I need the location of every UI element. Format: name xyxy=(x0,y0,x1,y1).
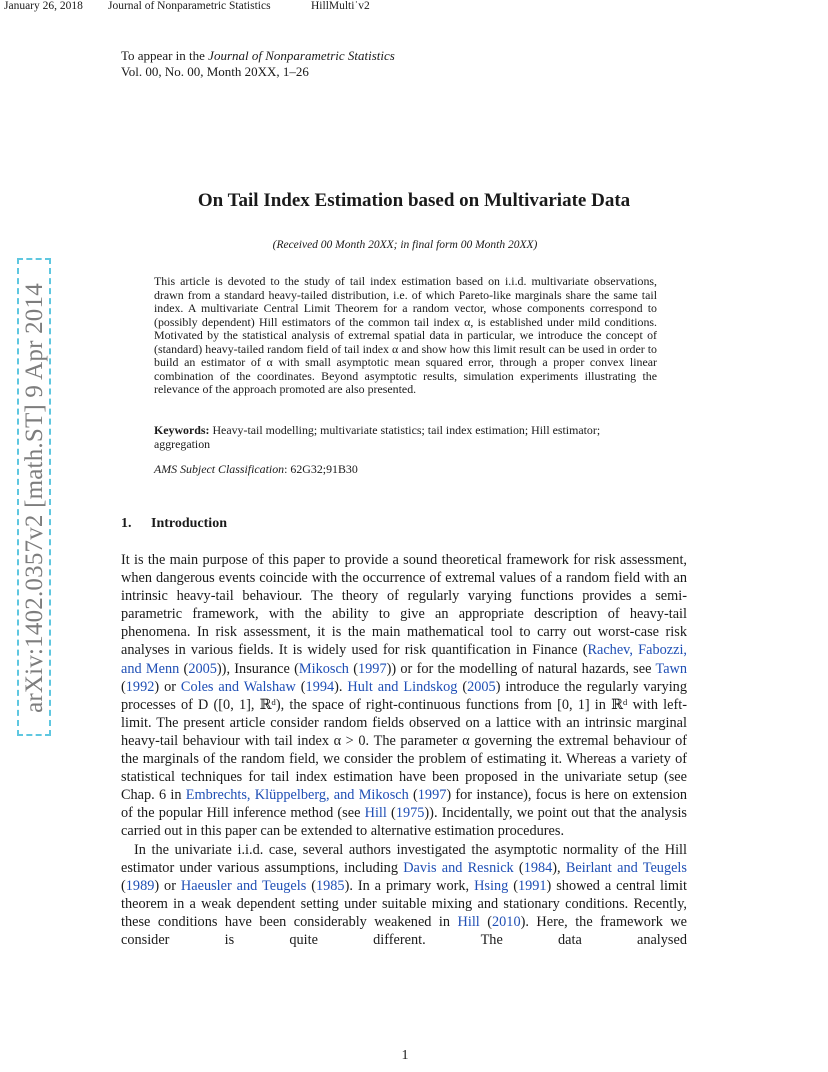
running-header-date: January 26, 2018 xyxy=(4,0,83,12)
keywords-text: Heavy-tail modelling; multivariate statistics; tail index estimation; Hill estimator; aggregation xyxy=(154,423,601,451)
body-text-run: ( xyxy=(479,913,492,930)
section-number: 1. xyxy=(121,516,132,531)
citation-link[interactable]: Haeusler and Teugels xyxy=(180,877,307,894)
body-text-run: ) for instance), focus is here on extension of the popular Hill inference method (see xyxy=(121,787,687,822)
appear-notice xyxy=(121,48,395,80)
received-line: (Received 00 Month 20XX; in final form 00 Month 20XX) xyxy=(272,239,538,251)
citation-link[interactable]: 1992 xyxy=(125,678,155,695)
body-text-run: It is the main purpose of this paper to provide a sound theoretical framework for risk assessment, when dangerous events coincide with the occurrence of extremal values of a random field with an intrinsic heavy-tail behaviour. The theory of regularly varying functions provides a semi-parametric framework, with the ability to give an appropriate description of heavy-tail phenomena. In risk assessment, it is the main mathematical tool to carry out worst-case risk analyses in various fields. It is widely used for risk quantification in Finance ( xyxy=(121,552,687,659)
body-text-run: ( xyxy=(508,877,518,894)
citation-link[interactable]: 1994 xyxy=(305,678,335,695)
body-text-run: ( xyxy=(306,877,316,894)
body-text-run: ( xyxy=(386,805,396,822)
section-heading xyxy=(121,516,227,532)
citation-link[interactable]: Embrechts, Klüppelberg, and Mikosch xyxy=(185,787,409,804)
body-text-run: ) or xyxy=(154,877,181,894)
appear-prefix: To appear in the xyxy=(121,48,209,63)
section-title: Introduction xyxy=(151,516,227,531)
citation-link[interactable]: Beirlant and Teugels xyxy=(565,859,687,876)
body-text-run: ( xyxy=(121,877,126,894)
citation-link[interactable]: 1975 xyxy=(395,805,425,822)
body-text-run: ), xyxy=(552,859,566,876)
citation-link[interactable]: 1997 xyxy=(358,660,387,677)
arxiv-stamp[interactable] xyxy=(15,258,55,738)
body-text-run: ( xyxy=(457,678,468,695)
arxiv-stamp-text: arXiv:1402.0357v2 [math.ST] 9 Apr 2014 xyxy=(21,283,48,713)
running-header-journal: Journal of Nonparametric Statistics xyxy=(108,0,271,12)
body-text-run: ) or xyxy=(154,678,181,695)
citation-link[interactable]: Hsing xyxy=(474,877,509,894)
page-number: 1 xyxy=(401,1048,409,1063)
abstract: This article is devoted to the study of tail index estimation based on i.i.d. multivariate observations, drawn from a standard heavy-tailed distribution, i.e. of which Pareto-like marginals share the same tail index. A multivariate Central Limit Theorem for a random vector, whose components correspond to (possibly dependent) Hill estimators of the common tail index α, is established under mild conditions. Motivated by the statistical analysis of extremal spatial data in particular, we introduce the concept of (standard) heavy-tailed random field of tail index α and show how this limit result can be used in order to build an estimator of α with small asymptotic mean squared error, through a proper convex linear combination of the coordinates. Beyond asymptotic results, simulation experiments illustrating the relevance of the approach promoted are also presented. xyxy=(154,274,657,396)
body-text xyxy=(121,551,687,949)
citation-link[interactable]: 1991 xyxy=(517,877,547,894)
body-text-run: ). xyxy=(334,678,348,695)
citation-link[interactable]: 1997 xyxy=(417,787,447,804)
body-text-run: )) or for the modelling of natural hazards, see xyxy=(386,660,656,677)
body-text-run: ( xyxy=(121,678,126,695)
citation-link[interactable]: Mikosch xyxy=(298,660,349,677)
running-header-file: HillMulti˙v2 xyxy=(311,0,370,12)
volume-line: Vol. 00, No. 00, Month 20XX, 1–26 xyxy=(121,64,309,79)
body-text-run: ( xyxy=(513,859,524,876)
citation-link[interactable]: Rachev, Fabozzi, and Menn xyxy=(121,642,687,677)
ams-text: : 62G32;91B30 xyxy=(284,462,358,476)
keywords xyxy=(154,424,657,451)
body-text-run: ( xyxy=(295,678,306,695)
citation-link[interactable]: 2005 xyxy=(188,660,217,677)
body-text-run: In the univariate i.i.d. case, several authors investigated the asymptotic normality of the Hill estimator under various assumptions, including xyxy=(121,841,687,876)
ams-label: AMS Subject Classification xyxy=(154,462,285,476)
citation-link[interactable]: Hill xyxy=(364,805,387,822)
citation-link[interactable]: 1989 xyxy=(125,877,155,894)
citation-link[interactable]: Coles and Walshaw xyxy=(180,678,296,695)
paragraph-1 xyxy=(121,551,687,841)
body-text-run: ( xyxy=(348,660,358,677)
citation-link[interactable]: 1984 xyxy=(523,859,553,876)
body-text-run: ( xyxy=(408,787,418,804)
appear-journal: Journal of Nonparametric Statistics xyxy=(208,48,395,63)
body-text-run: ). In a primary work, xyxy=(344,877,475,894)
body-text-run: ) showed a central limit theorem in a weak dependent setting under suitable mixing and stationary conditions. Recently, these conditions have been considerably weakened in xyxy=(121,877,687,930)
citation-link[interactable]: Hult and Lindskog xyxy=(347,678,458,695)
body-text-run: ( xyxy=(179,660,189,677)
body-text-run: ) introduce the regularly varying processes of D ([0, 1], ℝᵈ), the space of right-continuous functions from [0, 1] in ℝᵈ with left-limit. The present article consider random fields observed on a lattice with an intrinsic marginal heavy-tail behaviour with tail index α > 0. The parameter α governing the extremal behaviour of the marginals of the random field, we consider the problem of estimating it. Whereas a variety of statistical techniques for tail index estimation have been proposed in the univariate setup (see Chap. 6 in xyxy=(121,678,687,804)
citation-link[interactable]: 2005 xyxy=(467,678,496,695)
citation-link[interactable]: 2010 xyxy=(492,913,521,930)
ams-classification xyxy=(154,462,358,477)
paper-title: On Tail Index Estimation based on Multivariate Data xyxy=(197,190,631,211)
citation-link[interactable]: Hill xyxy=(457,913,480,930)
citation-link[interactable]: 1985 xyxy=(315,877,345,894)
body-text-run: )), Insurance ( xyxy=(216,660,299,677)
body-text-run: )). Incidentally, we point out that the analysis carried out in this paper can be extended to alternative estimation procedures. xyxy=(121,805,687,840)
keywords-label: Keywords: xyxy=(154,423,210,437)
citation-link[interactable]: Tawn xyxy=(655,660,688,677)
citation-link[interactable]: Davis and Resnick xyxy=(403,859,514,876)
body-text-run: ). Here, the framework we consider is quite different. The data analysed xyxy=(121,913,687,948)
paragraph-2 xyxy=(121,841,687,950)
